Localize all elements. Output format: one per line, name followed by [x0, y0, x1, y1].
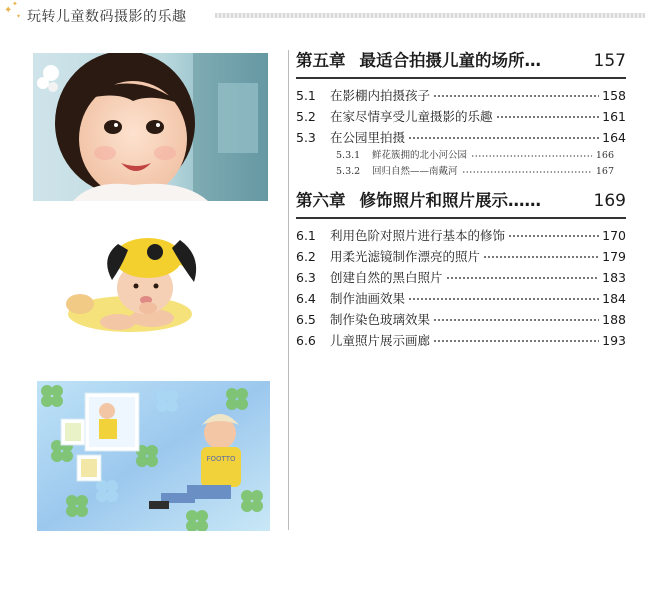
entry-page: 193 — [602, 333, 626, 348]
page-header — [0, 0, 650, 34]
table-of-contents — [296, 46, 626, 351]
leader-dots — [433, 337, 599, 345]
leader-dots — [408, 134, 599, 142]
entry-page: 179 — [602, 249, 626, 264]
toc-entry[interactable] — [296, 127, 626, 148]
entry-title: 制作油画效果 — [330, 291, 406, 306]
subentry-title: 鲜花簇拥的北小河公园 — [372, 150, 468, 161]
sparkle-icon: ✦ — [12, 0, 18, 8]
toc-entry[interactable] — [296, 288, 626, 309]
chapter-page: 157 — [593, 51, 626, 71]
toc-entry[interactable] — [296, 309, 626, 330]
entry-title: 利用色阶对照片进行基本的修饰 — [330, 228, 506, 243]
entry-page: 183 — [602, 270, 626, 285]
toc-entry[interactable] — [296, 106, 626, 127]
leader-dots — [446, 274, 600, 282]
chapter-rule — [296, 77, 626, 79]
leader-dots — [408, 295, 599, 303]
photo-girl-portrait — [33, 53, 268, 201]
leader-dots — [433, 92, 599, 100]
column-divider — [288, 50, 289, 530]
leader-dots — [471, 153, 592, 159]
chapter-title: 最适合拍摄儿童的场所… — [359, 51, 541, 70]
entry-title: 创建自然的黑白照片 — [330, 270, 443, 285]
photo-baby-yellow-hat — [60, 218, 220, 346]
entry-title: 用柔光滤镜制作漂亮的照片 — [330, 249, 481, 264]
entry-title: 制作染色玻璃效果 — [330, 312, 431, 327]
entry-title: 在影棚内拍摄孩子 — [330, 88, 431, 103]
photo-baby-yellow-hat-art — [60, 218, 220, 346]
sparkle-icon: ✦ — [16, 13, 22, 20]
entry-number: 6.1 — [296, 228, 316, 243]
entry-page: 158 — [602, 88, 626, 103]
toc-entry[interactable] — [296, 330, 626, 351]
leader-dots — [483, 253, 599, 261]
toc-subentry[interactable] — [296, 148, 626, 164]
sparkle-icon: ✦ — [4, 5, 13, 16]
subentry-page: 167 — [595, 166, 614, 177]
chapter-number: 第六章 — [296, 191, 346, 210]
chapter-page: 169 — [593, 191, 626, 211]
subentry-title: 回归自然——南戴河 — [372, 166, 458, 177]
chapter-heading-6[interactable] — [296, 186, 626, 216]
entry-page: 184 — [602, 291, 626, 306]
entry-title: 儿童照片展示画廊 — [330, 333, 431, 348]
entry-number: 5.3 — [296, 130, 316, 145]
entry-page: 164 — [602, 130, 626, 145]
entry-number: 6.5 — [296, 312, 316, 327]
leader-dots — [496, 113, 600, 121]
entry-number: 6.6 — [296, 333, 316, 348]
chapter-title: 修饰照片和照片展示…… — [359, 191, 541, 210]
toc-subentry[interactable] — [296, 164, 626, 180]
chapter-number: 第五章 — [296, 51, 346, 70]
entry-number: 6.4 — [296, 291, 316, 306]
entry-title: 在公园里拍摄 — [330, 130, 406, 145]
header-bar — [215, 13, 645, 18]
entry-number: 5.1 — [296, 88, 316, 103]
leader-dots — [508, 232, 599, 240]
subentry-number: 5.3.1 — [336, 150, 361, 161]
leader-dots — [462, 169, 592, 175]
photo-clover-collage-art — [37, 381, 270, 531]
toc-entry[interactable] — [296, 225, 626, 246]
entry-page: 161 — [602, 109, 626, 124]
entry-number: 6.3 — [296, 270, 316, 285]
leader-dots — [433, 316, 599, 324]
entry-number: 5.2 — [296, 109, 316, 124]
toc-entry[interactable] — [296, 246, 626, 267]
entry-page: 188 — [602, 312, 626, 327]
chapter-heading-5[interactable] — [296, 46, 626, 76]
photo-girl-portrait-art — [33, 53, 268, 201]
subentry-number: 5.3.2 — [336, 166, 361, 177]
subentry-page: 166 — [595, 150, 614, 161]
shirt-print-text: FOOTTO — [206, 455, 236, 463]
chapter-rule — [296, 217, 626, 219]
entry-number: 6.2 — [296, 249, 316, 264]
entry-page: 170 — [602, 228, 626, 243]
toc-entry[interactable] — [296, 85, 626, 106]
entry-title: 在家尽情享受儿童摄影的乐趣 — [330, 109, 493, 124]
toc-entry[interactable] — [296, 267, 626, 288]
photo-clover-collage — [37, 381, 270, 531]
book-title: 玩转儿童数码摄影的乐趣 — [27, 9, 187, 25]
